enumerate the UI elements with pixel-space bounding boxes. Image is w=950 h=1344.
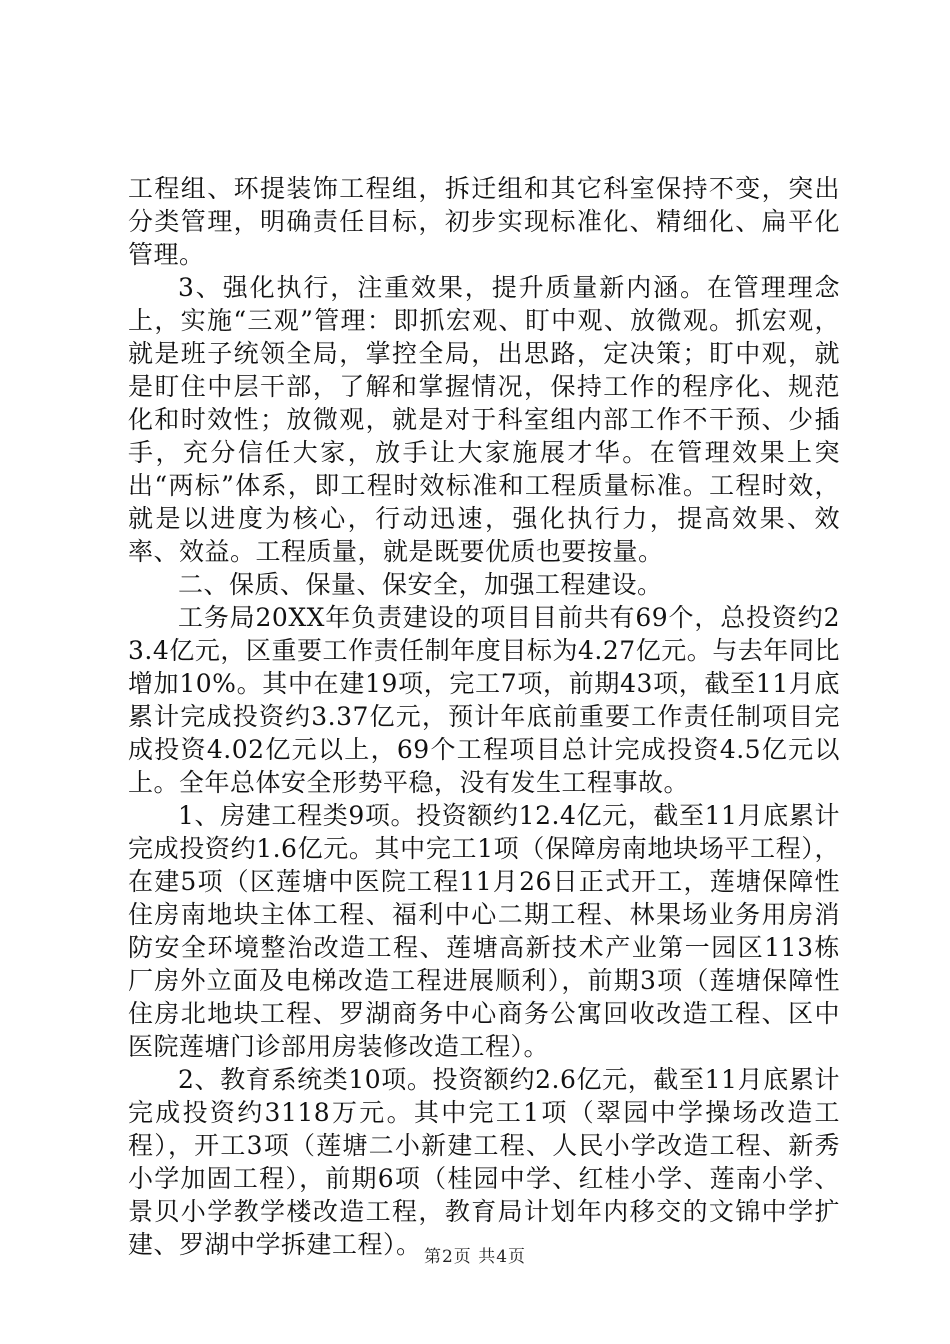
section-heading-engineering: 二、保质、保量、保安全，加强工程建设。 [178,570,663,599]
page-number-footer: 第2页 共4页 [423,1247,527,1267]
paragraph-continued: 工程组、环提装饰工程组，拆迁组和其它科室保持不变，突出分类管理，明确责任目标，初步实现标准化、精细化、扁平化管理。 [128,174,840,269]
paragraph-education-projects: 2、教育系统类10项。投资额约2.6亿元，截至11月底累计完成投资约3118万元。其中完工1项（翠园中学操场改造工程），开工3项（莲塘二小新建工程、人民小学改造工程、新秀小学加固工程），前期6项（桂园中学、红桂小学、莲南小学、景贝小学教学楼改造工程，教育局计划年内移交的文锦中学扩建、罗湖中学拆建工程）。 [128,1065,840,1259]
paragraph-management-concept: 3、强化执行，注重效果，提升质量新内涵。在管理理念上，实施“三观”管理：即抓宏观、盯中观、放微观。抓宏观，就是班子统领全局，掌控全局，出思路，定决策；盯中观，就是盯住中层干部，了解和掌握情况，保持工作的程序化、规范化和时效性；放微观，就是对于科室组内部工作不干预、少插手，充分信任大家，放手让大家施展才华。在管理效果上突出“两标”体系，即工程时效标准和工程质量标准。工程时效，就是以进度为核心，行动迅速，强化执行力，提高效果、效率、效益。工程质量，就是既要优质也要按量。 [128,273,840,566]
paragraph-housing-projects: 1、房建工程类9项。投资额约12.4亿元，截至11月底累计完成投资约1.6亿元。其中完工1项（保障房南地块场平工程），在建5项（区莲塘中医院工程11月26日正式开工，莲塘保障性住房南地块主体工程、福利中心二期工程、林果场业务用房消防安全环境整治改造工程、莲塘高新技术产业第一园区113栋厂房外立面及电梯改造工程进展顺利），前期3项（莲塘保障性住房北地块工程、罗湖商务中心商务公寓回收改造工程、区中医院莲塘门诊部用房装修改造工程）。 [128,801,840,1061]
document-body [128,172,840,1261]
paragraph-investment-overview: 工务局20XX年负责建设的项目目前共有69个，总投资约23.4亿元，区重要工作责任制年度目标为4.27亿元。与去年同比增加10%。其中在建19项，完工7项，前期43项，截至11月底累计完成投资约3.37亿元，预计年底前重要工作责任制项目完成投资4.02亿元以上，69个工程项目总计完成投资4.5亿元以上。全年总体安全形势平稳，没有发生工程事故。 [128,603,840,797]
